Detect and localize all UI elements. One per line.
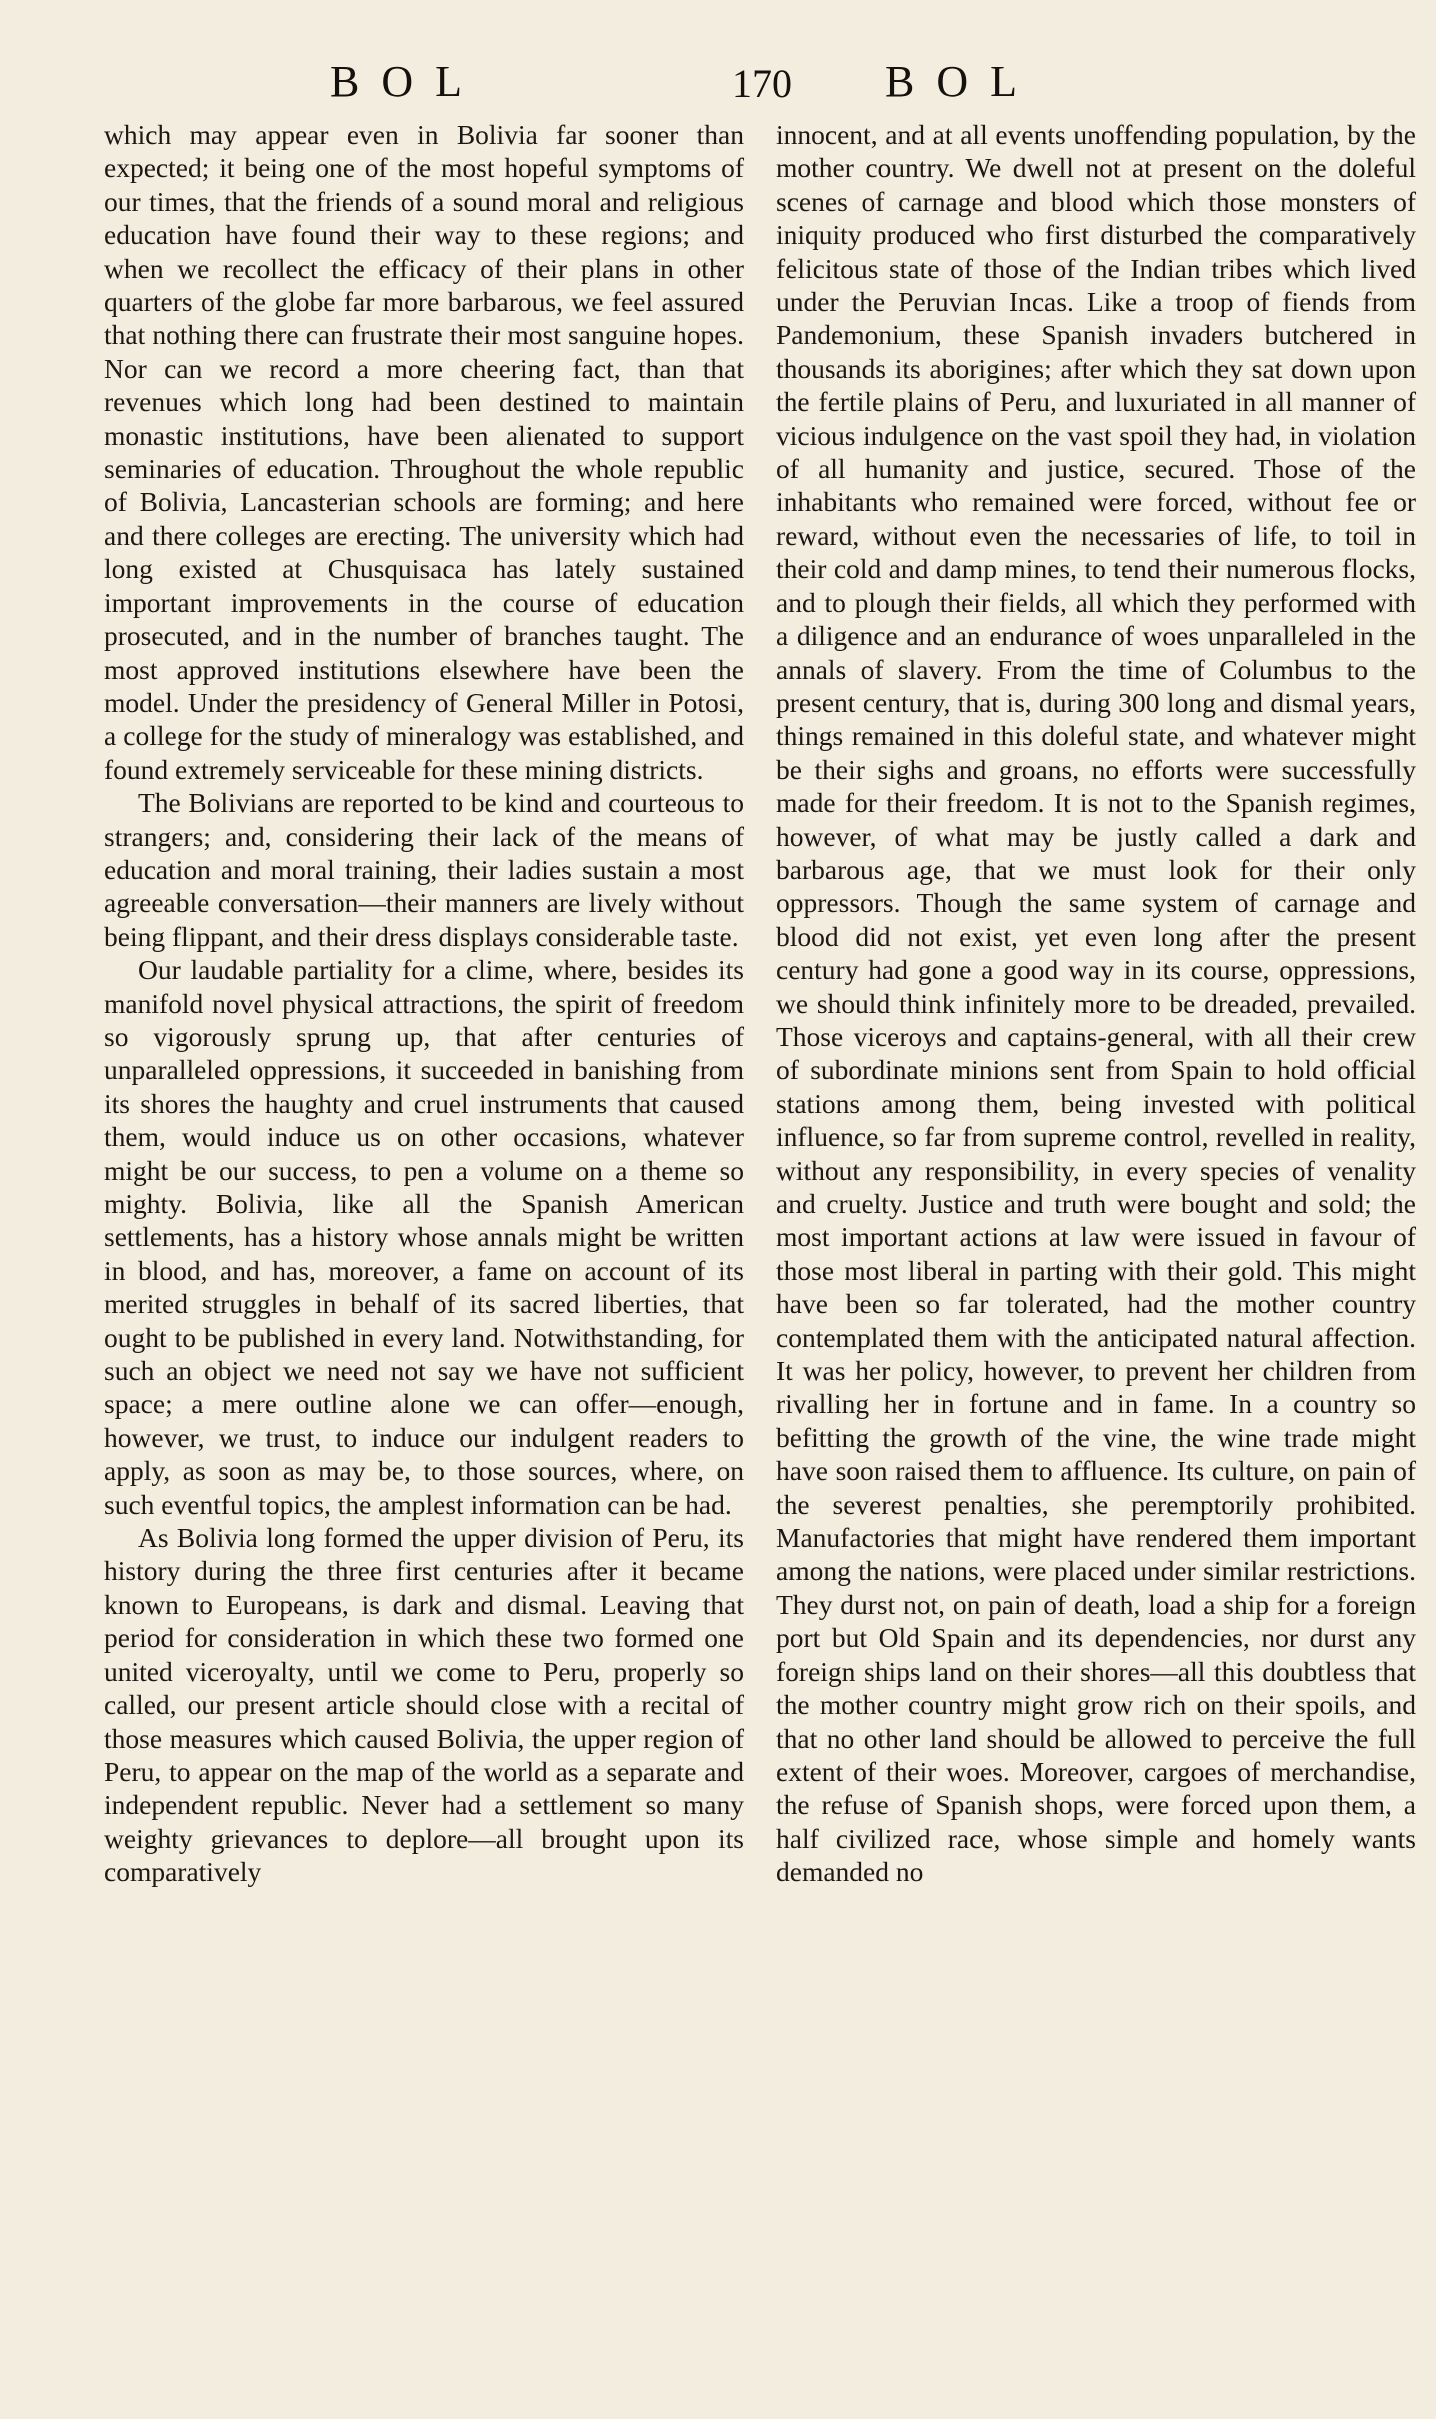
running-head-right: BOL xyxy=(885,57,1039,106)
running-head-left: BOL xyxy=(330,57,484,106)
paragraph: which may appear even in Bolivia far sooner than expected; it being one of the most hopeful symptoms of our times, that the friends of a sound moral and religious education have found their way to these regions; and when we recollect the efficacy of their plans in other quarters of the globe far more barbarous, we feel assured that nothing there can frustrate their most sanguine hopes. Nor can we record a more cheering fact, than that revenues which long had been destined to maintain monastic institutions, have been alienated to support seminaries of education. Throughout the whole republic of Bolivia, Lancasterian schools are forming; and here and there colleges are erecting. The university which had long existed at Chusquisaca has lately sustained important improvements in the course of education prosecuted, and in the number of branches taught. The most approved institutions elsewhere have been the model. Under the presidency of General Miller in Potosi, a college for the study of mineralogy was established, and found extremely serviceable for these mining districts. xyxy=(104,119,744,785)
right-column xyxy=(776,118,1416,1889)
page-header xyxy=(100,54,1260,110)
page-number: 170 xyxy=(732,61,792,106)
paragraph: The Bolivians are reported to be kind and courteous to strangers; and, considering their lack of the means of education and moral training, their ladies sustain a most agreeable conversation—their manners are lively without being flippant, and their dress displays considerable taste. xyxy=(104,787,744,952)
paragraph: innocent, and at all events unoffending population, by the mother country. We dwell not at present on the doleful scenes of carnage and blood which those monsters of iniquity produced who first disturbed the comparatively felicitous state of those of the Indian tribes which lived under the Peruvian Incas. Like a troop of fiends from Pandemonium, these Spanish invaders butchered in thousands its aborigines; after which they sat down upon the fertile plains of Peru, and luxuriated in all manner of vicious indulgence on the vast spoil they had, in violation of all humanity and justice, secured. Those of the inhabitants who remained were forced, without fee or reward, without even the necessaries of life, to toil in their cold and damp mines, to tend their numerous flocks, and to plough their fields, all which they performed with a diligence and an endurance of woes unparalleled in the annals of slavery. From the time of Columbus to the present century, that is, during 300 long and dismal years, things remained in this doleful state, and whatever might be their sighs and groans, no efforts were successfully made for their freedom. It is not to the Spanish regimes, however, of what may be justly called a dark and barbarous age, that we must look for their only oppressors. Though the same system of carnage and blood did not exist, yet even long after the present century had gone a good way in its course, oppressions, we should think infinitely more to be dreaded, prevailed. Those viceroys and captains-general, with all their crew of subordinate minions sent from Spain to hold official stations among them, being invested with political influence, so far from supreme control, revelled in reality, without any responsibility, in every species of venality and cruelty. Justice and truth were bought and sold; the most important actions at law were issued in favour of those most liberal in parting with their gold. This might have been so far tolerated, had the mother country contemplated them with the anticipated natural affection. It was her policy, however, to prevent her children from rivalling her in fortune and in fame. In a country so befitting the growth of the vine, the wine trade might have soon raised them to affluence. Its culture, on pain of the severest penalties, she peremptorily prohibited. Manufactories that might have rendered them important among the nations, were placed under similar restrictions. They durst not, on pain of death, load a ship for a foreign port but Old Spain and its dependencies, nor durst any foreign ships land on their shores—all this doubtless that the mother country might grow rich on their spoils, and that no other land should be allowed to perceive the full extent of their woes. Moreover, cargoes of merchandise, the refuse of Spanish shops, were forced upon them, a half civilized race, whose simple and homely wants demanded no xyxy=(776,119,1416,1888)
paragraph: Our laudable partiality for a clime, where, besides its manifold novel physical attractions, the spirit of freedom so vigorously sprung up, that after centuries of unparalleled oppressions, it succeeded in banishing from its shores the haughty and cruel instruments that caused them, would induce us on other occasions, whatever might be our success, to pen a volume on a theme so mighty. Bolivia, like all the Spanish American settlements, has a history whose annals might be written in blood, and has, moreover, a fame on account of its merited struggles in behalf of its sacred liberties, that ought to be published in every land. Notwithstanding, for such an object we need not say we have not sufficient space; a mere outline alone we can offer—enough, however, we trust, to induce our indulgent readers to apply, as soon as may be, to those sources, where, on such eventful topics, the amplest information can be had. xyxy=(104,954,744,1520)
left-column xyxy=(104,118,744,1889)
paragraph: As Bolivia long formed the upper division of Peru, its history during the three first centuries after it became known to Europeans, is dark and dismal. Leaving that period for consideration in which these two formed one united viceroyalty, until we come to Peru, properly so called, our present article should close with a recital of those measures which caused Bolivia, the upper region of Peru, to appear on the map of the world as a separate and independent republic. Never had a settlement so many weighty grievances to deplore—all brought upon its comparatively xyxy=(104,1522,744,1888)
